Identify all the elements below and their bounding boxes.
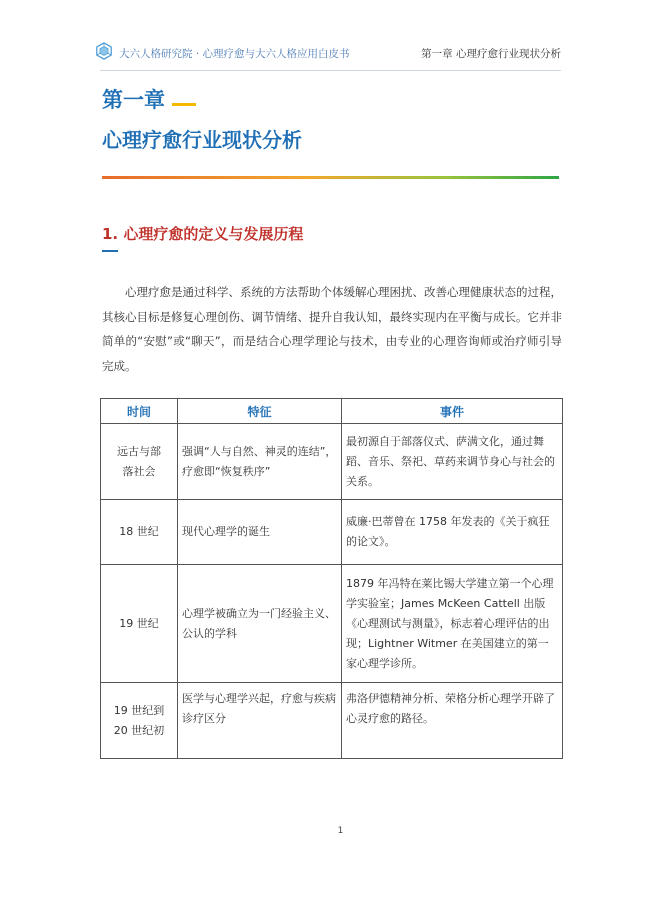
institute-logo-icon <box>95 42 113 60</box>
section-accent-underline <box>102 250 118 252</box>
cell-event: 最初源自于部落仪式、萨满文化，通过舞蹈、音乐、祭祀、草药来调节身心与社会的关系。 <box>342 424 563 500</box>
gradient-divider <box>102 176 559 179</box>
table-header-row <box>101 399 563 424</box>
cell-time: 18 世纪 <box>101 500 178 565</box>
history-table <box>100 398 563 759</box>
page-number: 1 <box>337 826 344 836</box>
chapter-title: 心理疗愈行业现状分析 <box>102 128 302 152</box>
cell-feature: 现代心理学的诞生 <box>178 500 342 565</box>
table-row <box>101 500 563 565</box>
cell-event: 弗洛伊德精神分析、荣格分析心理学开辟了心灵疗愈的路径。 <box>342 683 563 759</box>
table-row <box>101 424 563 500</box>
cell-feature: 心理学被确立为一门经验主义、公认的学科 <box>178 565 342 683</box>
section-heading: 1. 心理疗愈的定义与发展历程 <box>102 225 304 243</box>
table-row <box>101 565 563 683</box>
cell-event: 威廉·巴蒂曾在 1758 年发表的《关于疯狂的论文》。 <box>342 500 563 565</box>
column-header-feature: 特征 <box>178 399 342 424</box>
header-institute-title: 大六人格研究院 · 心理疗愈与大六人格应用白皮书 <box>119 48 350 60</box>
table-row <box>101 683 563 759</box>
header-divider <box>100 70 561 71</box>
cell-time: 19 世纪到 20 世纪初 <box>101 683 178 759</box>
page-header <box>95 38 561 70</box>
header-chapter-title: 第一章 心理疗愈行业现状分析 <box>421 48 561 60</box>
chapter-number: 第一章 <box>102 88 165 112</box>
column-header-time: 时间 <box>101 399 178 424</box>
column-header-event: 事件 <box>342 399 563 424</box>
cell-feature: 医学与心理学兴起，疗愈与疾病诊疗区分 <box>178 683 342 759</box>
cell-feature: 强调“人与自然、神灵的连结”，疗愈即“恢复秩序” <box>178 424 342 500</box>
cell-time: 远古与部落社会 <box>101 424 178 500</box>
cell-time: 19 世纪 <box>101 565 178 683</box>
intro-paragraph: 心理疗愈是通过科学、系统的方法帮助个体缓解心理困扰、改善心理健康状态的过程，其核心目标是修复心理创伤、调节情绪、提升自我认知，最终实现内在平衡与成长。它并非简单的“安慰”或“聊天”，而是结合心理学理论与技术，由专业的心理咨询师或治疗师引导完成。 <box>102 285 562 373</box>
cell-event: 1879 年冯特在莱比锡大学建立第一个心理学实验室；James McKeen Cattell 出版《心理测试与测量》，标志着心理评估的出现；Lightner Witmer 在美国建立的第一家心理学诊所。 <box>342 565 563 683</box>
chapter-accent-underline <box>172 103 196 106</box>
